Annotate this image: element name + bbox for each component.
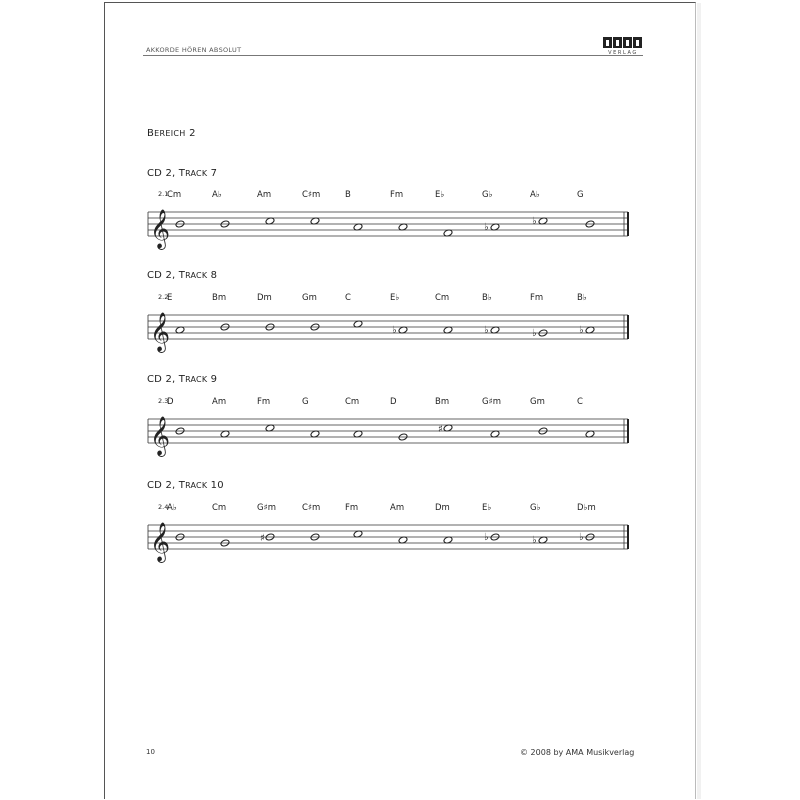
- chord-label: Gm: [302, 293, 317, 303]
- exercise-number: 2.2: [158, 293, 169, 301]
- chord-label: Cm: [167, 190, 182, 200]
- treble-clef-icon: 𝄞: [150, 312, 171, 352]
- exercise-number: 2.4: [158, 503, 169, 511]
- flat-sign-icon: ♭: [532, 328, 537, 339]
- track-title-num: 8: [207, 270, 218, 281]
- chord-label: Am: [212, 397, 227, 407]
- chord-label: C♯m: [302, 503, 321, 513]
- track-title-prefix: CD 2, T: [147, 270, 186, 281]
- flat-sign-icon: ♭: [579, 532, 584, 543]
- chord-label: Dm: [257, 293, 272, 303]
- chord-label: Cm: [212, 503, 227, 513]
- chord-label: Am: [257, 190, 272, 200]
- chord-label: Cm: [345, 397, 360, 407]
- chord-label: D: [167, 397, 174, 407]
- chord-label: E♭: [482, 503, 492, 513]
- chord-label: G: [577, 190, 584, 200]
- chord-label: Fm: [257, 397, 271, 407]
- flat-sign-icon: ♭: [532, 535, 537, 546]
- chord-label: Cm: [435, 293, 450, 303]
- chord-label: Fm: [390, 190, 404, 200]
- track-title-prefix: CD 2, T: [147, 480, 186, 491]
- chord-label: E: [167, 293, 173, 303]
- chord-label: B: [345, 190, 351, 200]
- chord-label: B♭: [577, 293, 587, 303]
- treble-clef-icon: 𝄞: [150, 522, 171, 562]
- chord-label: G: [302, 397, 309, 407]
- track-title-num: 9: [207, 374, 218, 385]
- track-title-rest: RACK: [185, 375, 208, 384]
- copyright: © 2008 by AMA Musikverlag: [520, 748, 635, 757]
- sharp-sign-icon: ♯: [260, 533, 265, 544]
- chord-label: G♯m: [482, 397, 501, 407]
- exercise-number: 2.3: [158, 397, 169, 405]
- chord-label: E♭: [435, 190, 445, 200]
- chord-label: Bm: [435, 397, 450, 407]
- chord-label: C: [577, 397, 583, 407]
- chord-label: C: [345, 293, 351, 303]
- track-title-rest: RACK: [185, 271, 208, 280]
- track-title-num: 10: [207, 480, 224, 491]
- sharp-sign-icon: ♯: [438, 424, 443, 435]
- logo-text: VERLAG: [608, 50, 638, 56]
- section-title-rest: EREICH: [154, 129, 186, 138]
- flat-sign-icon: ♭: [484, 222, 489, 233]
- section-title-num: 2: [185, 128, 196, 139]
- chord-label: Gm: [530, 397, 545, 407]
- chord-label: E♭: [390, 293, 400, 303]
- treble-clef-icon: 𝄞: [150, 416, 171, 456]
- chord-label: Dm: [435, 503, 450, 513]
- track-title-rest: RACK: [185, 169, 208, 178]
- chord-label: D♭m: [577, 503, 596, 513]
- chord-label: A♭: [167, 503, 177, 513]
- chord-label: G♯m: [257, 503, 276, 513]
- flat-sign-icon: ♭: [484, 532, 489, 543]
- exercise-number: 2.1: [158, 190, 169, 198]
- flat-sign-icon: ♭: [484, 325, 489, 336]
- chord-label: Fm: [345, 503, 359, 513]
- chord-label: Fm: [530, 293, 544, 303]
- running-title: AKKORDE HÖREN ABSOLUT: [146, 46, 242, 54]
- chord-label: Bm: [212, 293, 227, 303]
- track-title-num: 7: [207, 168, 218, 179]
- chord-label: A♭: [530, 190, 540, 200]
- track-title-prefix: CD 2, T: [147, 168, 186, 179]
- chord-label: B♭: [482, 293, 492, 303]
- track-title-rest: RACK: [185, 481, 208, 490]
- flat-sign-icon: ♭: [392, 325, 397, 336]
- chord-label: Am: [390, 503, 405, 513]
- treble-clef-icon: 𝄞: [150, 209, 171, 249]
- track-title-prefix: CD 2, T: [147, 374, 186, 385]
- chord-label: D: [390, 397, 397, 407]
- chord-label: A♭: [212, 190, 222, 200]
- page-number: 10: [146, 748, 155, 756]
- section-title-first: B: [147, 128, 155, 139]
- chord-label: C♯m: [302, 190, 321, 200]
- chord-label: G♭: [530, 503, 541, 513]
- chord-label: G♭: [482, 190, 493, 200]
- flat-sign-icon: ♭: [532, 216, 537, 227]
- flat-sign-icon: ♭: [579, 325, 584, 336]
